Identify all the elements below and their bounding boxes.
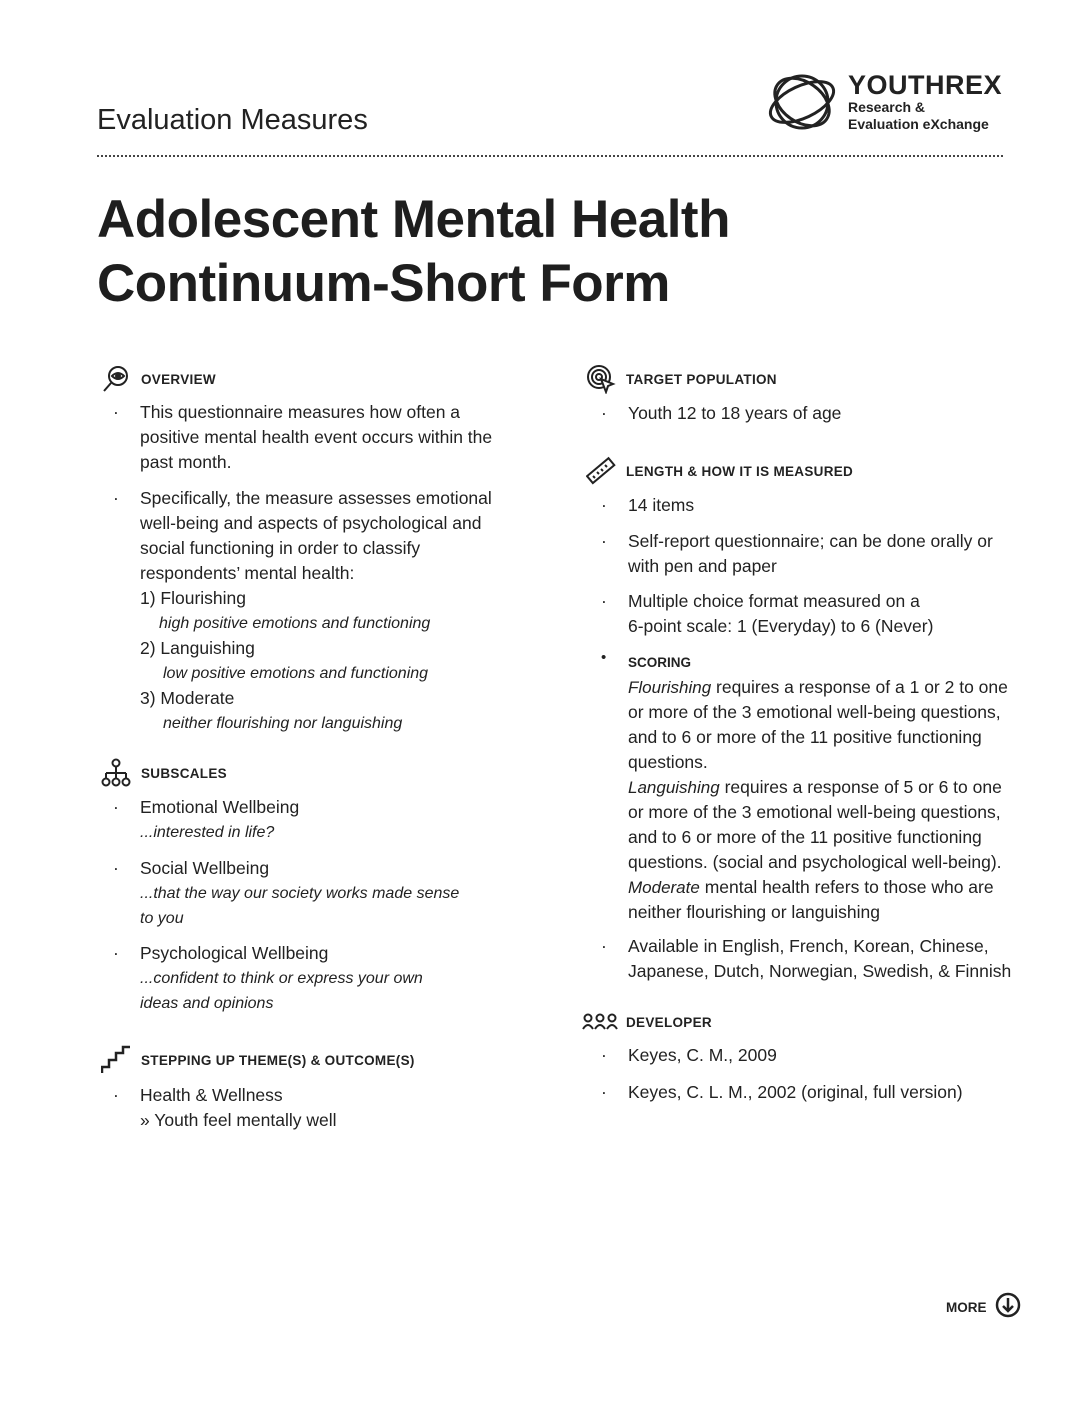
scoring-block: • SCORING Flourishing requires a response of a 1 or 2 to one or more of the 3 emotional well-being questions, and to 6 or more of the 11 positive functioning questions. Languishing requires a response of 5 or 6 to one or more of the 3 emotional well-being questions, and to 6 or more of the 11 positive functioning questions. (social and psychological well-being). Moderate mental health refers to those who are neither flourishing or languishing xyxy=(601,649,1008,922)
youthrex-logo-icon xyxy=(762,66,842,136)
page-title xyxy=(97,188,730,316)
subscale-3: · Psychological Wellbeing ...confident to think or express your own ideas and opinions xyxy=(113,943,423,1012)
stepping-heading xyxy=(101,1045,415,1075)
scoring-label: SCORING xyxy=(628,655,692,670)
hierarchy-icon xyxy=(101,758,131,788)
target-cursor-icon xyxy=(586,364,616,394)
arrow-down-circle-icon xyxy=(995,1292,1021,1323)
mh-class-1-desc: high positive emotions and functioning xyxy=(159,615,431,632)
target-heading xyxy=(586,364,777,394)
languages-bullet: · Available in English, French, Korean, Chinese, Japanese, Dutch, Norwegian, Swedish, & Finnish xyxy=(601,936,1012,981)
mh-class-3-desc: neither flourishing nor languishing xyxy=(163,715,403,732)
developer-bullet-1: · Keyes, C. M., 2009 xyxy=(601,1045,777,1065)
overview-label: OVERVIEW xyxy=(141,371,216,387)
stepping-bullet-1: · Health & Wellness » Youth feel mentally well xyxy=(140,1083,337,1133)
logo-brand: YOUTHREX xyxy=(848,70,1003,100)
length-bullet-1: · 14 items xyxy=(601,495,695,515)
title-line-1: Adolescent Mental Health xyxy=(97,190,730,249)
mh-class-2: 2) Languishing xyxy=(140,638,255,658)
logo-tagline-2: Evaluation eXchange xyxy=(848,116,989,132)
developer-heading xyxy=(582,1007,712,1037)
target-bullet-1: · Youth 12 to 18 years of age xyxy=(601,403,842,423)
stairs-icon xyxy=(101,1045,131,1075)
length-bullet-3: · Multiple choice format measured on a 6-point scale: 1 (Everyday) to 6 (Never) xyxy=(601,591,934,636)
scoring-moderate: Moderate mental health refers to those who are xyxy=(628,877,994,897)
subscale-2: · Social Wellbeing ...that the way our society works made sense to you xyxy=(113,858,460,927)
more-label: MORE xyxy=(946,1300,987,1315)
ruler-icon xyxy=(586,456,616,486)
more-link[interactable] xyxy=(946,1292,1021,1323)
subscale-1: · Emotional Wellbeing ...interested in life? xyxy=(113,797,300,841)
scoring-languishing: Languishing requires a response of 5 or 6 to one xyxy=(628,777,1002,797)
length-bullet-2: · Self-report questionnaire; can be done orally or with pen and paper xyxy=(601,531,993,576)
stepping-outcome: » Youth feel mentally well xyxy=(140,1110,337,1130)
header-label: Evaluation Measures xyxy=(97,104,368,136)
title-line-2: Continuum-Short Form xyxy=(97,254,670,313)
mh-class-2-desc: low positive emotions and functioning xyxy=(163,665,429,682)
subscales-heading xyxy=(101,758,227,788)
developer-label: DEVELOPER xyxy=(626,1014,712,1030)
logo-tagline-1: Research & xyxy=(848,99,926,115)
mh-class-1: 1) Flourishing xyxy=(140,588,247,608)
people-icon xyxy=(582,1007,618,1037)
scoring-flourishing: Flourishing requires a response of a 1 or 2 to one xyxy=(628,677,1008,697)
overview-bullet-1: · This questionnaire measures how often a positive mental health event occurs within the past month. xyxy=(113,402,493,472)
overview-heading xyxy=(101,364,216,394)
subscales-label: SUBSCALES xyxy=(141,765,227,781)
target-label: TARGET POPULATION xyxy=(626,371,777,387)
length-label: LENGTH & HOW IT IS MEASURED xyxy=(626,463,854,479)
header-divider xyxy=(97,155,1003,157)
length-heading xyxy=(586,456,853,486)
stepping-label: STEPPING UP THEME(S) & OUTCOME(S) xyxy=(141,1052,415,1068)
magnifier-eye-icon xyxy=(101,364,131,394)
youthrex-logo[interactable] xyxy=(762,66,1012,136)
mh-class-3: 3) Moderate xyxy=(140,688,235,708)
overview-bullet-2: · Specifically, the measure assesses emotional well-being and aspects of psychological and social functioning in order to classify respondents’ mental health: 1) Flourishing high positive emotions and functioning 2) Languishing low positive emotions and functioning 3) Moderate neither flourishing nor languishing xyxy=(140,486,492,736)
developer-bullet-2: · Keyes, C. L. M., 2002 (original, full version) xyxy=(601,1082,963,1102)
